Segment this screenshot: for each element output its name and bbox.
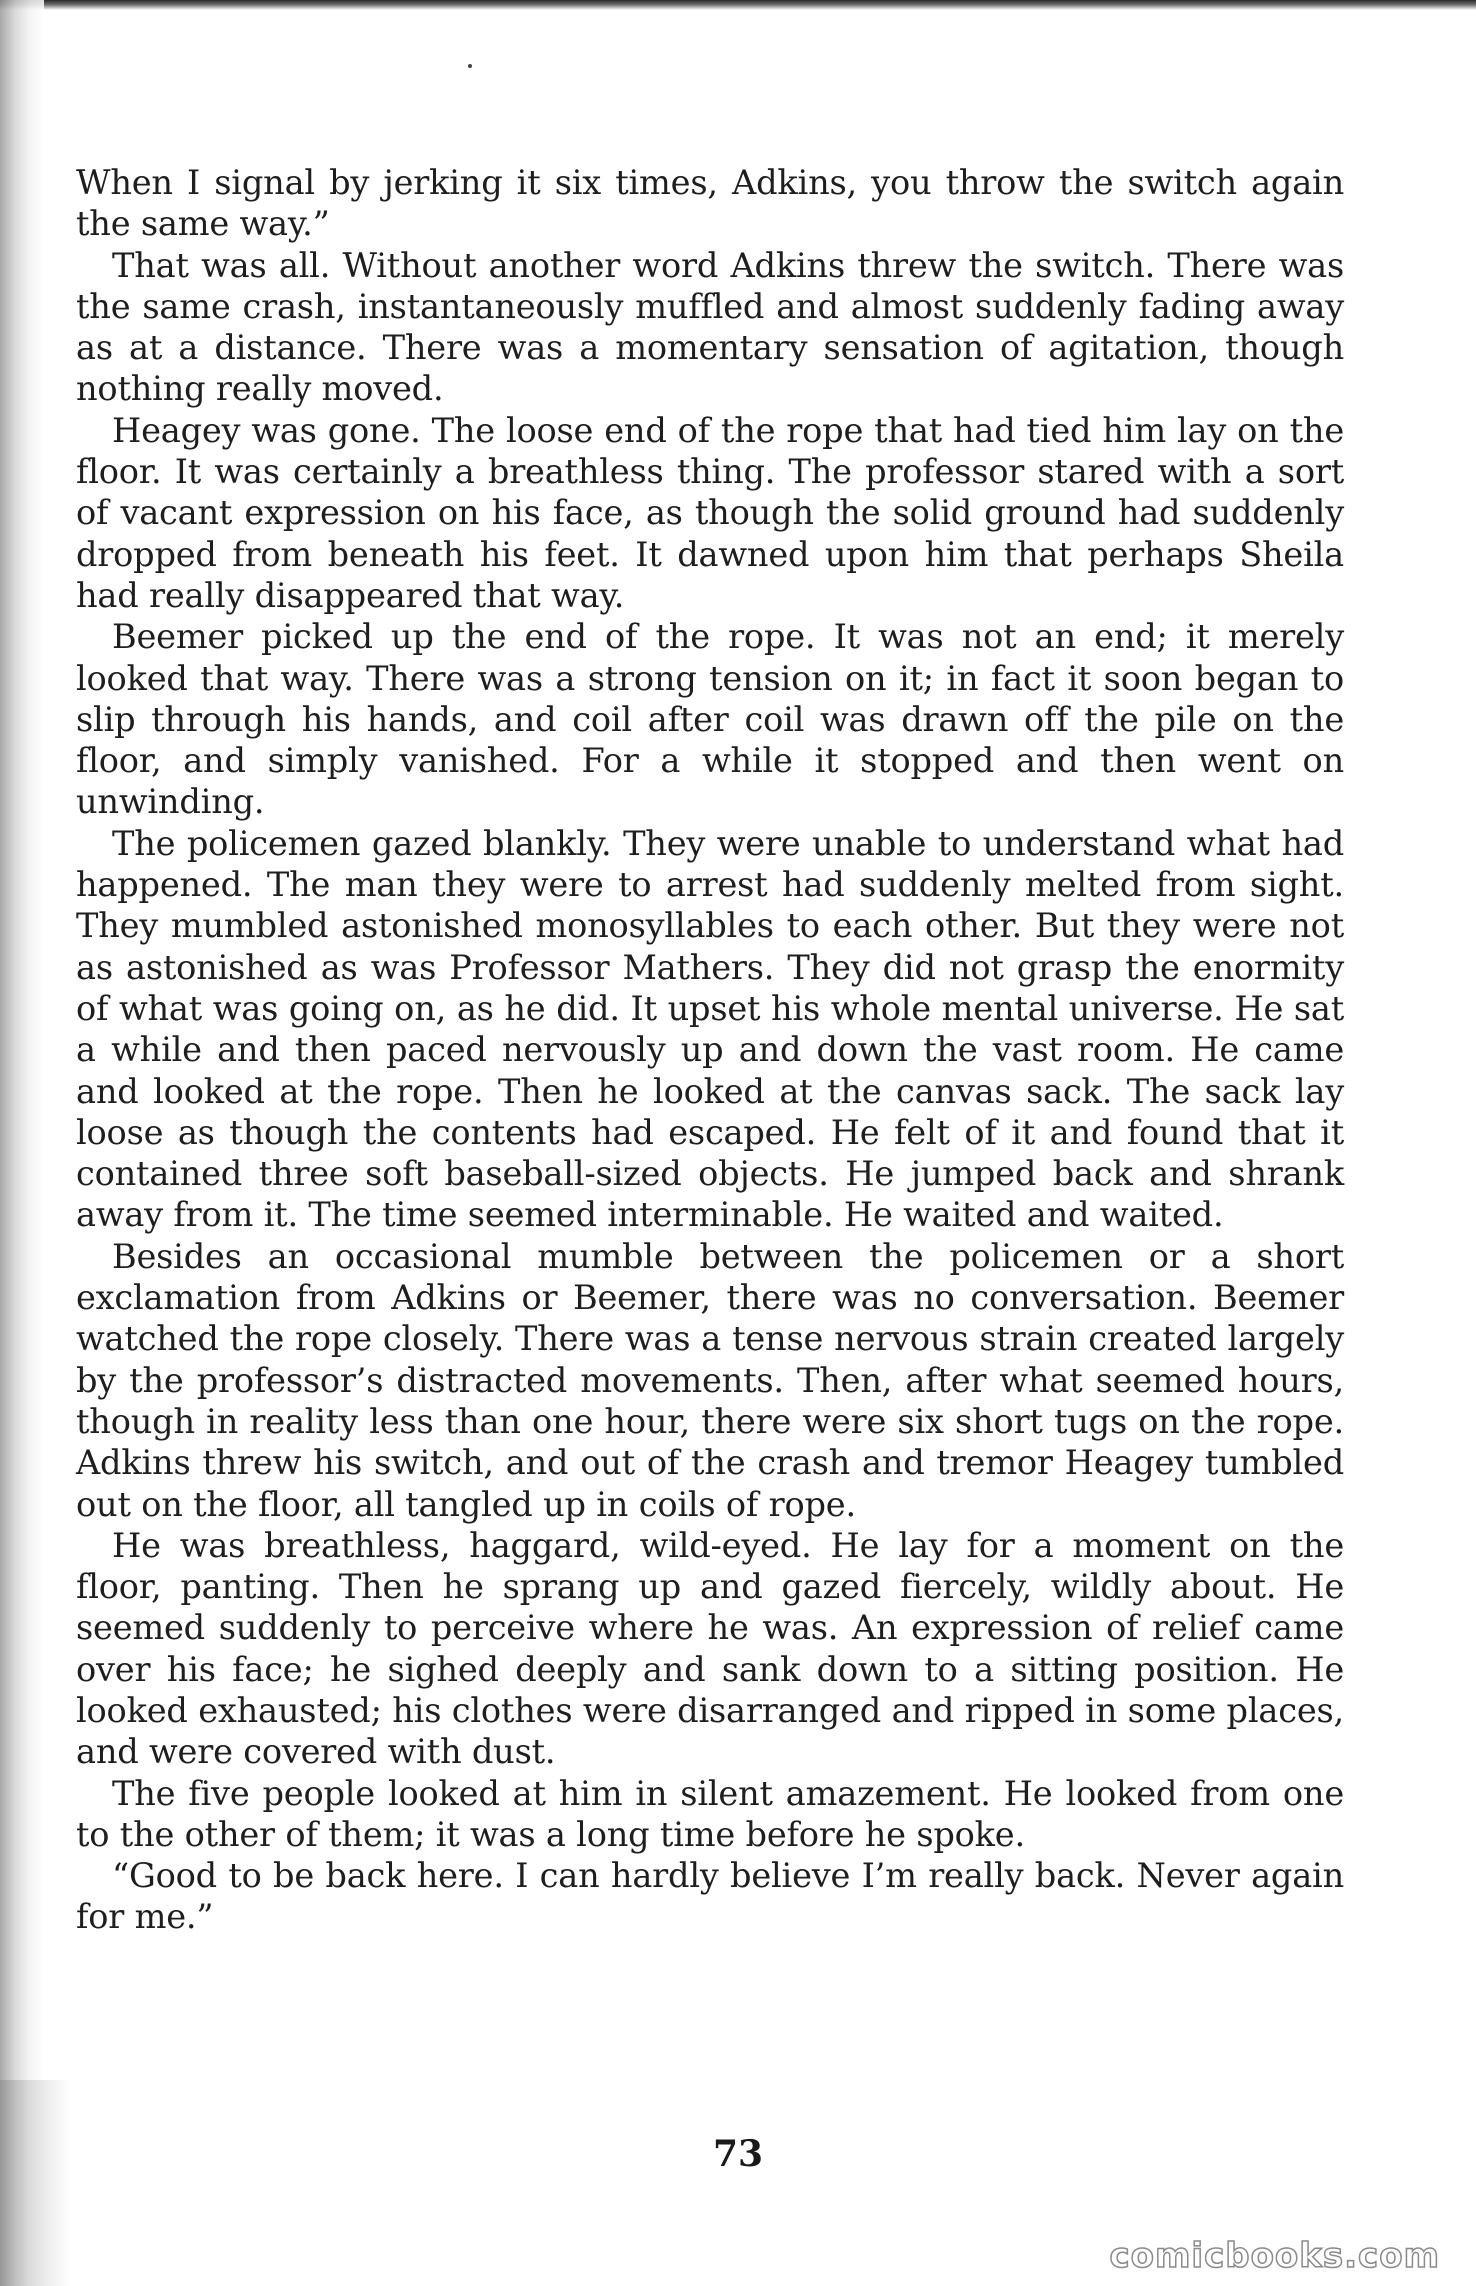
paragraph-1: When I signal by jerking it six times, Adkins, you throw the switch again the same way.”: [76, 163, 1344, 244]
paragraph-5: The policemen gazed blankly. They were unable to understand what had happened. The man they were to arrest had suddenly melted from sight. They mumbled astonished monosyllables to each other. But they were not as astonished as was Professor Mathers. They did not grasp the enormity of what was going on, as he did. It upset his whole mental universe. He sat a while and then paced nervously up and down the vast room. He came and looked at the rope. Then he looked at the canvas sack. The sack lay loose as though the contents had escaped. He felt of it and found that it contained three soft baseball-sized objects. He jumped back and shrank away from it. The time seemed interminable. He waited and waited.: [76, 823, 1344, 1235]
paragraph-4: Beemer picked up the end of the rope. It was not an end; it merely looked that way. There was a strong tension on it; in fact it soon began to slip through his hands, and coil after coil was drawn off the pile on the floor, and simply vanished. For a while it stopped and then went on unwinding.: [76, 617, 1344, 822]
page-number: 73: [712, 2133, 764, 2175]
scan-left-edge-shadow: [0, 2080, 70, 2286]
paragraph-2: That was all. Without another word Adkins threw the switch. There was the same crash, instantaneously muffled and almost suddenly fading away as at a distance. There was a momentary sensation of agitation, though nothing really moved.: [76, 245, 1344, 409]
paragraph-7: He was breathless, haggard, wild-eyed. He lay for a moment on the floor, panting. Then he sprang up and gazed fiercely, wildly about. He seemed suddenly to perceive where he was. An expression of relief came over his face; he sighed deeply and sank down to a sitting position. He looked exhausted; his clothes were disarranged and ripped in some places, and were covered with dust.: [76, 1525, 1344, 1772]
scan-speck: [468, 64, 472, 68]
body-text: [76, 162, 1344, 1938]
scan-left-edge: [0, 0, 44, 2286]
scan-top-edge: [0, 0, 1476, 10]
paragraph-6: Besides an occasional mumble between the policemen or a short exclamation from Adkins or Beemer, there was no conversation. Beemer watched the rope closely. There was a tense nervous strain created largely by the professor’s distracted movements. Then, after what seemed hours, though in reality less than one hour, there were six short tugs on the rope. Adkins threw his switch, and out of the crash and tremor Heagey tumbled out on the floor, all tangled up in coils of rope.: [76, 1236, 1344, 1524]
paragraph-8: The five people looked at him in silent amazement. He looked from one to the other of them; it was a long time before he spoke.: [76, 1773, 1344, 1854]
watermark-logo: comicbooks.com: [1109, 2236, 1440, 2276]
paragraph-9: “Good to be back here. I can hardly believe I’m really back. Never again for me.”: [76, 1856, 1344, 1937]
paragraph-3: Heagey was gone. The loose end of the rope that had tied him lay on the floor. It was certainly a breathless thing. The professor stared with a sort of vacant expression on his face, as though the solid ground had suddenly dropped from beneath his feet. It dawned upon him that perhaps Sheila had really disappeared that way.: [76, 410, 1344, 615]
